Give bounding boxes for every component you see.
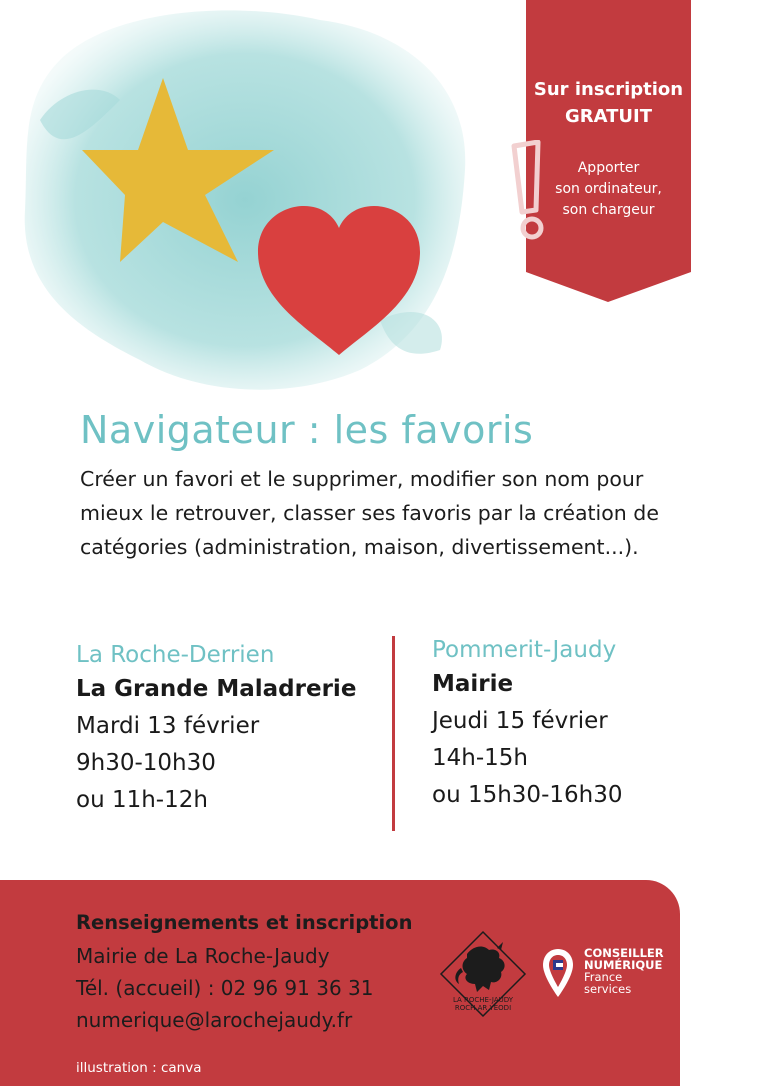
session-town: La Roche-Derrien [76,642,275,668]
location-pin-icon [541,947,575,999]
session-venue: Mairie [432,671,514,697]
contact-heading: Renseignements et inscription [76,911,413,934]
contact-info [76,906,436,1036]
contact-mairie: Mairie de La Roche-Jaudy [76,944,330,968]
cn-line2: NUMÉRIQUE [584,958,663,972]
roche-jaudy-caption [437,996,529,1012]
cn-line4: services [584,982,632,996]
session-town: Pommerit-Jaudy [432,637,617,663]
session-date: Jeudi 15 février [432,708,608,734]
session-slot2: ou 15h30-16h30 [432,782,623,808]
session-venue: La Grande Maladrerie [76,676,357,702]
illustration [0,0,480,400]
page-title: Navigateur : les favoris [80,408,534,452]
ribbon-title-line1: Sur inscription [533,79,684,100]
ribbon-note-line2: son ordinateur, [555,181,662,197]
contact-phone: Tél. (accueil) : 02 96 91 36 31 [76,976,374,1000]
cn-line1: CONSEILLER [584,946,664,960]
session-right [432,637,732,814]
exclamation-icon [500,140,560,245]
watercolor-splash [25,10,466,389]
session-date: Mardi 13 février [76,713,260,739]
ribbon-note-line1: Apporter [577,160,640,176]
roche-caption-line2: ROCH AR YEODI [454,1004,512,1012]
ribbon-title [526,76,691,130]
conseiller-numerique-logo [584,947,664,995]
session-left [76,642,386,819]
session-slot1: 9h30-10h30 [76,750,216,776]
description: Créer un favori et le supprimer, modifier son nom pour mieux le retrouver, classer ses favoris par la création de catégories (administration, maison, divertissement...). [80,467,659,559]
cn-line3: France [584,970,623,984]
illustration-credit: illustration : canva [76,1060,202,1076]
contact-email: numerique@larochejaudy.fr [76,1008,353,1032]
column-divider [392,636,395,831]
session-slot1: 14h-15h [432,745,528,771]
roche-caption-line1: LA ROCHE-JAUDY [452,996,514,1004]
ribbon-note-line3: son chargeur [562,202,655,218]
ribbon-title-line2: GRATUIT [564,106,653,127]
session-slot2: ou 11h-12h [76,787,208,813]
